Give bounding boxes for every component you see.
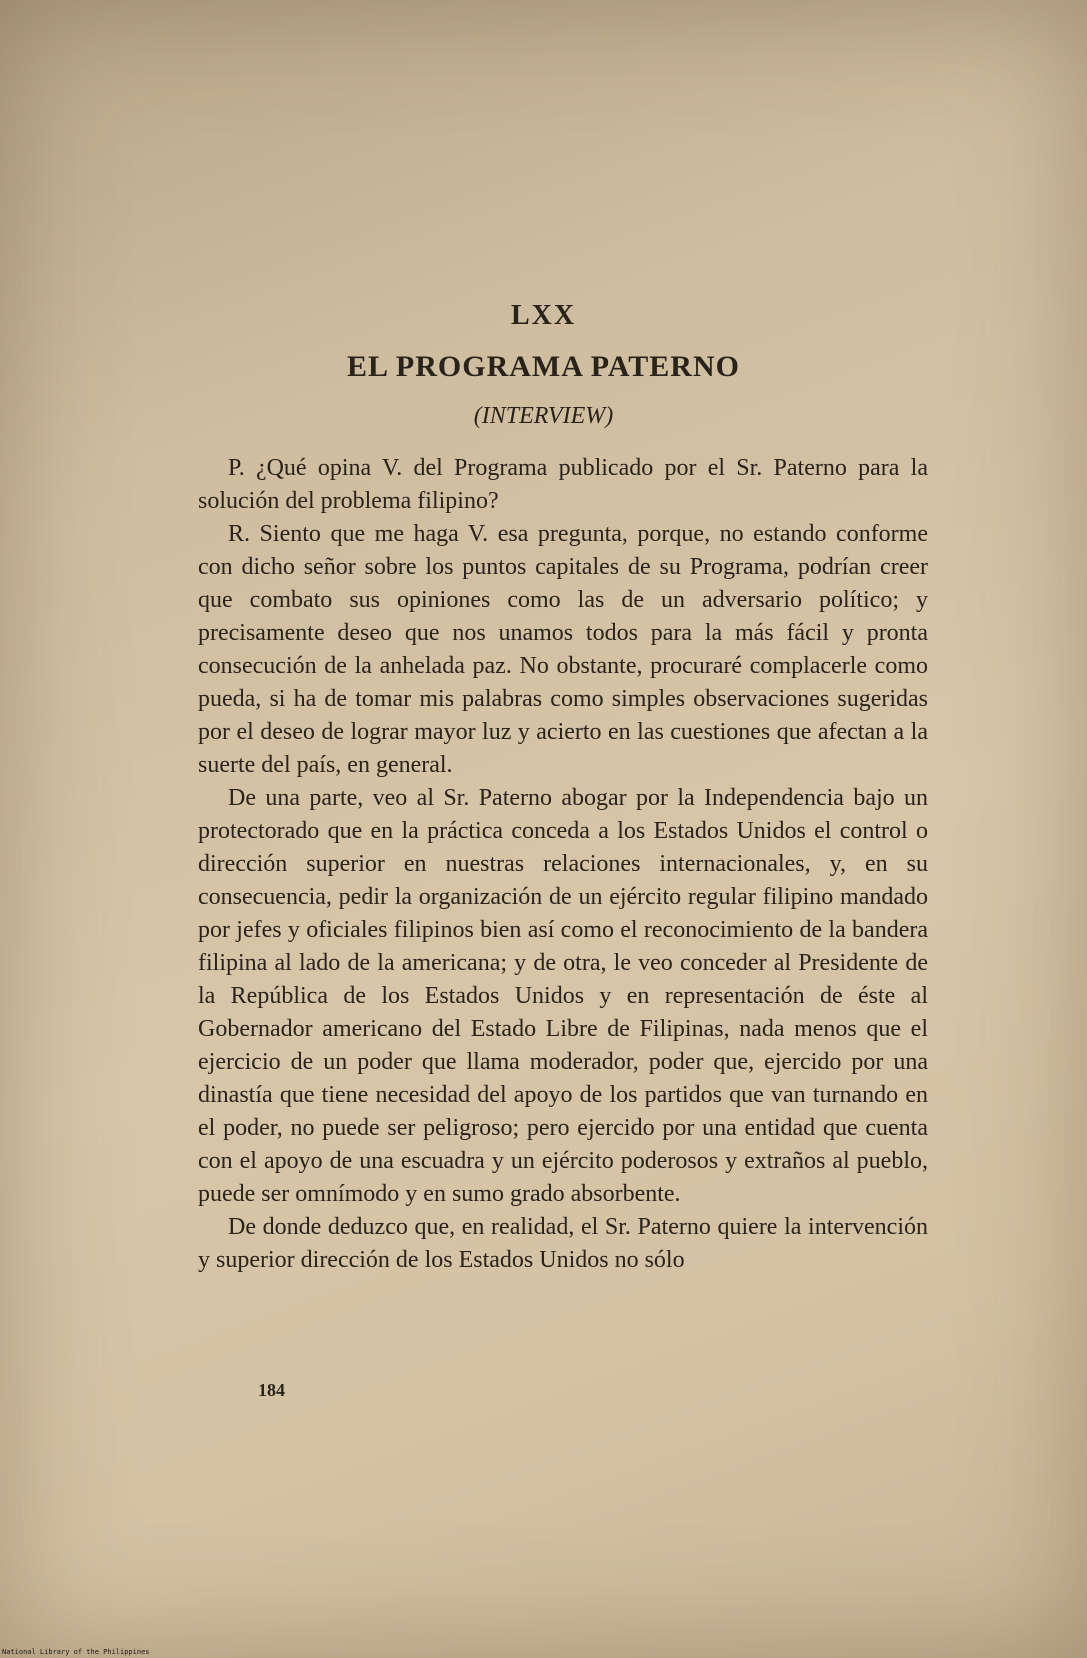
- paragraph-question: P. ¿Qué opina V. del Programa publicado por el Sr. Paterno para la solución del problema filipino?: [198, 455, 928, 514]
- footer-credit: National Library of the Philippines: [2, 1648, 150, 1656]
- paragraph-answer: R. Siento que me haga V. esa pregunta, porque, no estando conforme con dicho señor sobre los puntos capitales de su Programa, podrían creer que combato sus opiniones como las de un adversario político; y precisamente deseo que nos unamos todos para la más fácil y pronta consecución de la anhelada paz. No obstante, procuraré complacerle como pueda, si ha de tomar mis palabras como simples observaciones sugeridas por el deseo de lograr mayor luz y acierto en las cuestiones que afectan a la suerte del país, en general.: [198, 521, 928, 778]
- paragraph-analysis: De una parte, veo al Sr. Paterno abogar por la Independencia bajo un protectorado que en la práctica conceda a los Estados Unidos el control o dirección superior en nuestras relaciones internacionales, y, en su consecuencia, pedir la organización de un ejército regular filipino mandado por jefes y oficiales filipinos bien así como el reconocimiento de la bandera filipina al lado de la americana; y de otra, le veo conceder al Presidente de la República de los Estados Unidos y en representación de éste al Gobernador americano del Estado Libre de Filipinas, nada menos que el ejercicio de un poder que llama moderador, poder que, ejercido por una dinastía que tiene necesidad del apoyo de los partidos que van turnando en el poder, no puede ser peligroso; pero ejercido por una entidad que cuenta con el apoyo de una escuadra y un ejército poderosos y extraños al pueblo, puede ser omnímodo y en sumo grado absorbente.: [198, 785, 928, 1207]
- chapter-title: EL PROGRAMA PATERNO: [347, 350, 740, 383]
- chapter-subtitle: (INTERVIEW): [473, 403, 614, 429]
- page-number: 184: [258, 1380, 285, 1400]
- paragraph-conclusion: De donde deduzco que, en realidad, el Sr. Paterno quiere la intervención y superior dirección de los Estados Unidos no sólo: [198, 1214, 928, 1273]
- chapter-number: LXX: [510, 300, 577, 331]
- body-text: [198, 452, 928, 1277]
